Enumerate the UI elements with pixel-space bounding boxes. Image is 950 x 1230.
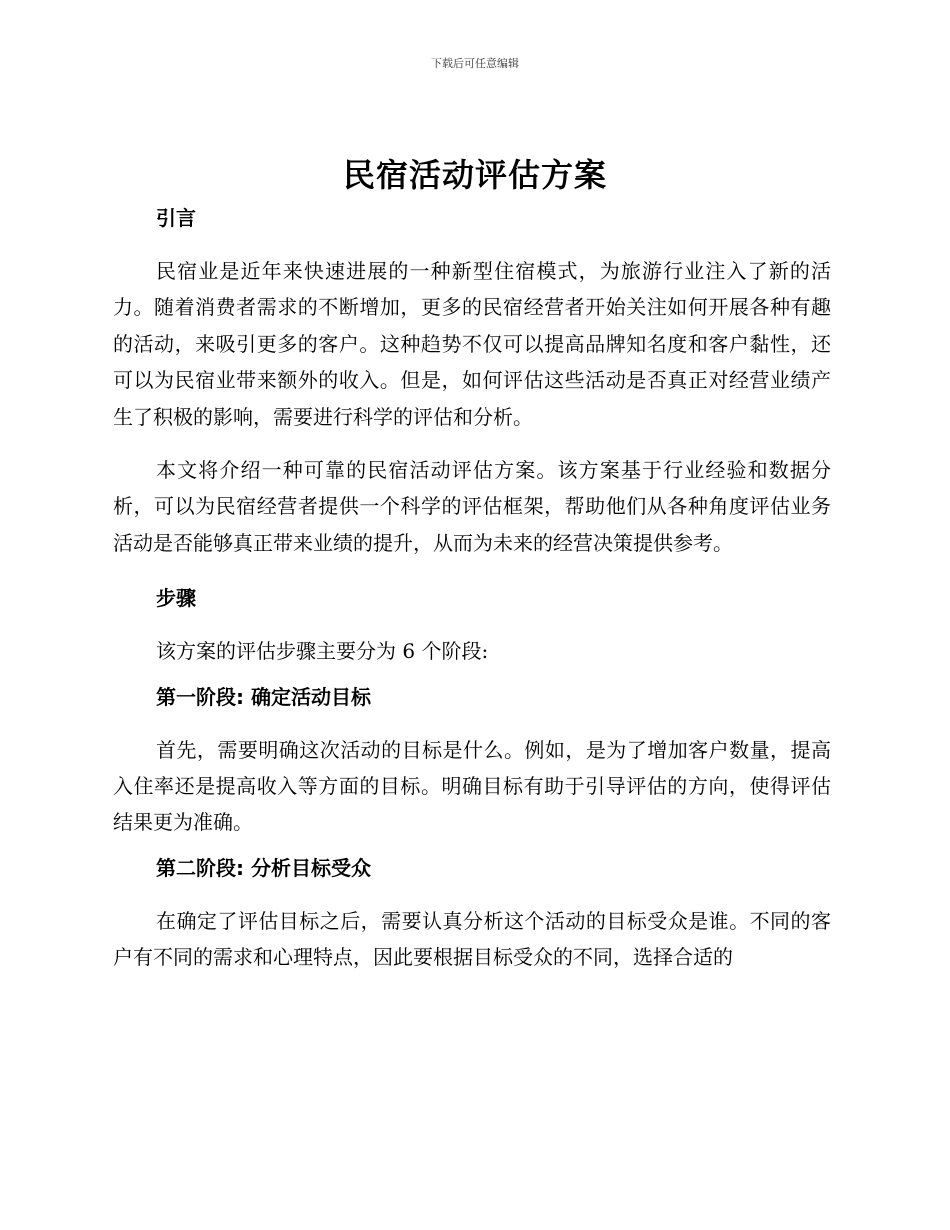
intro-paragraph-1: 民宿业是近年来快速进展的一种新型住宿模式，为旅游行业注入了新的活力。随着消费者需求的不断增加，更多的民宿经营者开始关注如何开展各种有趣的活动，来吸引更多的客户。这种趋势不仅可以提高品牌知名度和客户黏性，还可以为民宿业带来额外的收入。但是，如何评估这些活动是否真正对经营业绩产生了积极的影响，需要进行科学的评估和分析。 — [113, 259, 831, 429]
document-body — [113, 203, 831, 976]
stage2-paragraph: 在确定了评估目标之后，需要认真分析这个活动的目标受众是谁。不同的客户有不同的需求和心理特点，因此要根据目标受众的不同，选择合适的 — [113, 908, 831, 970]
intro-paragraph-2: 本文将介绍一种可靠的民宿活动评估方案。该方案基于行业经验和数据分析，可以为民宿经营者提供一个科学的评估框架，帮助他们从各种角度评估业务活动是否能够真正带来业绩的提升，从而为未来的经营决策提供参考。 — [113, 458, 831, 555]
section-heading-intro: 引言 — [156, 206, 196, 230]
section-heading-steps: 步骤 — [156, 586, 196, 611]
stage2-heading: 第二阶段: 分析目标受众 — [156, 855, 371, 880]
steps-intro-paragraph: 该方案的评估步骤主要分为 6 个阶段: — [156, 639, 489, 664]
stage1-heading: 第一阶段: 确定活动目标 — [156, 684, 371, 709]
stage1-paragraph: 首先，需要明确这次活动的目标是什么。例如，是为了增加客户数量，提高入住率还是提高收入等方面的目标。明确目标有助于引导评估的方向，使得评估结果更为准确。 — [113, 737, 831, 835]
header-note: 下载后可任意编辑 — [431, 57, 519, 70]
document-title: 民宿活动评估方案 — [342, 156, 607, 194]
